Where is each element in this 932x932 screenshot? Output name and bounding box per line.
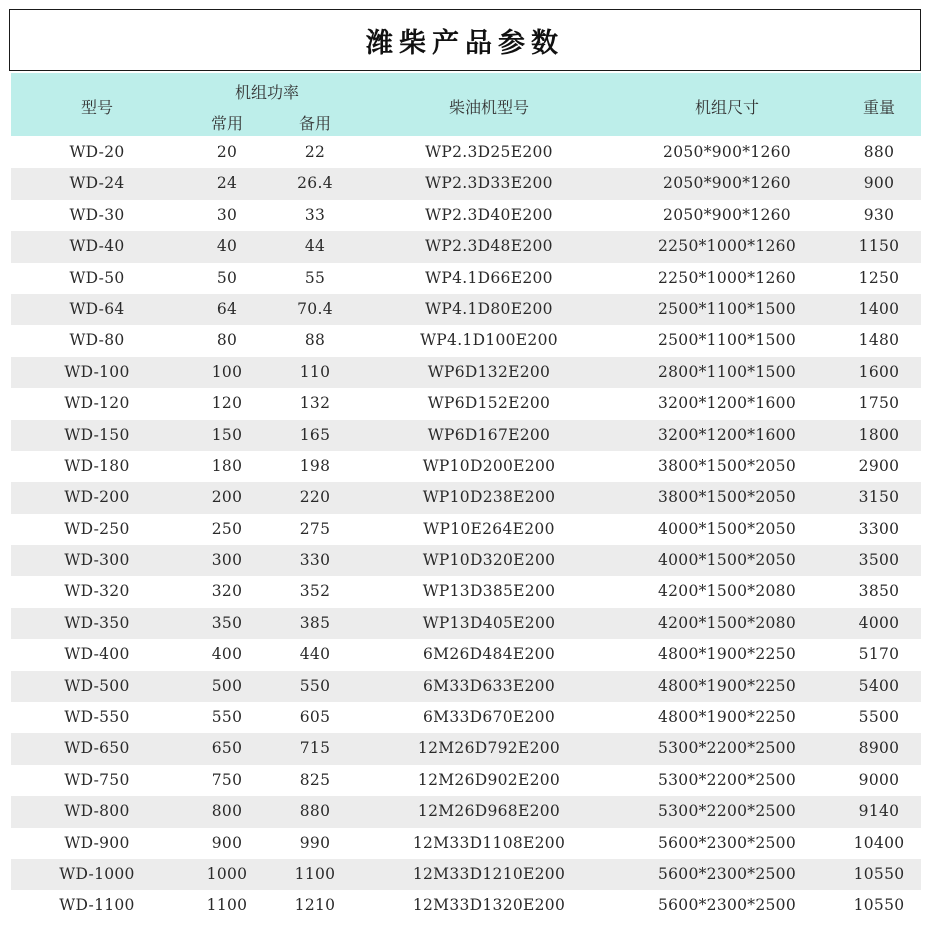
cell-model: WD-900: [64, 833, 130, 852]
cell-model: WD-500: [64, 676, 130, 695]
table-row: [11, 890, 921, 921]
cell-size: 5300*2200*2500: [657, 739, 797, 758]
cell-weight: 10550: [853, 864, 905, 883]
cell-normal-power: 400: [211, 645, 243, 664]
cell-weight: 1750: [858, 394, 900, 413]
table-body: [11, 137, 921, 922]
cell-normal-power: 100: [211, 362, 243, 381]
cell-model: WD-50: [69, 268, 125, 287]
table-row: [11, 608, 921, 639]
cell-weight: 8900: [858, 739, 900, 758]
cell-backup-power: 1210: [294, 896, 336, 915]
cell-weight: 5400: [858, 676, 900, 695]
cell-model: WD-30: [69, 205, 125, 224]
cell-model: WD-400: [64, 645, 130, 664]
cell-size: 2250*1000*1260: [657, 268, 797, 287]
table-row: [11, 294, 921, 325]
header-model: 型号: [80, 98, 113, 117]
cell-weight: 1800: [858, 425, 900, 444]
cell-model: WD-180: [64, 456, 130, 475]
table-row: [11, 482, 921, 513]
cell-size: 2500*1100*1500: [657, 331, 797, 350]
cell-model: WD-650: [64, 739, 130, 758]
table-row: [11, 137, 921, 168]
cell-engine: WP10D200E200: [422, 456, 556, 475]
cell-normal-power: 200: [211, 488, 243, 507]
cell-engine: WP2.3D40E200: [425, 205, 553, 224]
table-row: [11, 796, 921, 827]
table-row: [11, 576, 921, 607]
cell-engine: 12M26D792E200: [417, 739, 561, 758]
cell-normal-power: 1100: [206, 896, 248, 915]
header-engine: 柴油机型号: [448, 98, 529, 117]
header-weight: 重量: [862, 98, 895, 117]
cell-backup-power: 990: [299, 833, 331, 852]
cell-model: WD-64: [69, 299, 125, 318]
cell-weight: 10400: [853, 833, 905, 852]
cell-size: 5600*2300*2500: [657, 896, 797, 915]
table-row: [11, 514, 921, 545]
cell-size: 4000*1500*2050: [657, 519, 797, 538]
cell-normal-power: 150: [211, 425, 243, 444]
table-row: [11, 451, 921, 482]
cell-weight: 3150: [858, 488, 900, 507]
cell-engine: 6M26D484E200: [423, 645, 555, 664]
cell-model: WD-750: [64, 770, 130, 789]
table-header: [11, 73, 921, 136]
cell-size: 5600*2300*2500: [657, 864, 797, 883]
cell-size: 4200*1500*2080: [657, 613, 797, 632]
cell-normal-power: 180: [211, 456, 243, 475]
cell-model: WD-1000: [59, 864, 135, 883]
cell-engine: WP4.1D100E200: [420, 331, 558, 350]
cell-engine: WP2.3D25E200: [425, 143, 553, 161]
cell-backup-power: 715: [299, 739, 331, 758]
cell-weight: 1400: [858, 299, 900, 318]
cell-weight: 1150: [858, 237, 900, 256]
cell-backup-power: 55: [304, 268, 326, 287]
cell-model: WD-250: [64, 519, 130, 538]
table-row: [11, 231, 921, 262]
cell-weight: 4000: [858, 613, 900, 632]
cell-weight: 880: [863, 143, 895, 161]
cell-backup-power: 275: [299, 519, 331, 538]
cell-model: WD-320: [64, 582, 130, 601]
cell-normal-power: 750: [211, 770, 243, 789]
cell-normal-power: 30: [216, 205, 238, 224]
cell-backup-power: 550: [299, 676, 331, 695]
cell-engine: 12M33D1320E200: [412, 896, 566, 915]
title-banner: [9, 9, 921, 71]
cell-weight: 9140: [858, 802, 900, 821]
cell-weight: 930: [863, 205, 895, 224]
cell-engine: WP6D167E200: [427, 425, 551, 444]
cell-normal-power: 300: [211, 551, 243, 570]
table-row: [11, 859, 921, 890]
cell-backup-power: 198: [299, 456, 331, 475]
cell-size: 5300*2200*2500: [657, 770, 797, 789]
table-row: [11, 200, 921, 231]
cell-engine: WP2.3D48E200: [425, 237, 553, 256]
cell-size: 2250*1000*1260: [657, 237, 797, 256]
cell-weight: 5500: [858, 708, 900, 727]
table-row: [11, 388, 921, 419]
cell-model: WD-1100: [59, 896, 135, 915]
cell-normal-power: 64: [216, 299, 238, 318]
cell-size: 3800*1500*2050: [657, 488, 797, 507]
cell-normal-power: 24: [216, 174, 238, 193]
cell-backup-power: 385: [299, 613, 331, 632]
cell-weight: 3850: [858, 582, 900, 601]
cell-backup-power: 70.4: [297, 299, 333, 318]
cell-normal-power: 500: [211, 676, 243, 695]
cell-engine: WP6D132E200: [427, 362, 551, 381]
cell-normal-power: 50: [216, 268, 238, 287]
cell-normal-power: 900: [211, 833, 243, 852]
page-title: 潍柴产品参数: [366, 27, 564, 59]
cell-size: 4800*1900*2250: [657, 676, 797, 695]
cell-size: 2050*900*1260: [663, 205, 791, 224]
table-row: [11, 702, 921, 733]
cell-model: WD-350: [64, 613, 130, 632]
table-row: [11, 325, 921, 356]
cell-size: 4800*1900*2250: [657, 708, 797, 727]
header-power: 机组功率: [234, 83, 299, 102]
cell-backup-power: 33: [304, 205, 326, 224]
cell-model: WD-20: [69, 143, 125, 161]
cell-normal-power: 1000: [206, 864, 248, 883]
cell-engine: WP4.1D80E200: [425, 299, 553, 318]
cell-normal-power: 320: [211, 582, 243, 601]
cell-engine: 12M26D968E200: [417, 802, 561, 821]
cell-backup-power: 220: [299, 488, 331, 507]
table-row: [11, 263, 921, 294]
cell-weight: 900: [863, 174, 895, 193]
cell-weight: 1480: [858, 331, 900, 350]
header-backup: 备用: [298, 114, 331, 133]
cell-backup-power: 825: [299, 770, 331, 789]
cell-normal-power: 350: [211, 613, 243, 632]
cell-engine: WP13D385E200: [422, 582, 556, 601]
cell-engine: WP2.3D33E200: [425, 174, 553, 193]
cell-model: WD-80: [69, 331, 125, 350]
cell-engine: WP10D238E200: [422, 488, 556, 507]
table-row: [11, 765, 921, 796]
cell-model: WD-40: [69, 237, 125, 256]
table-row: [11, 168, 921, 199]
cell-weight: 2900: [858, 456, 900, 475]
cell-backup-power: 1100: [294, 864, 336, 883]
cell-engine: WP6D152E200: [427, 394, 551, 413]
cell-backup-power: 26.4: [297, 174, 333, 193]
cell-model: WD-24: [69, 174, 125, 193]
cell-weight: 10550: [853, 896, 905, 915]
cell-backup-power: 132: [299, 394, 331, 413]
cell-engine: WP10D320E200: [422, 551, 556, 570]
cell-size: 2050*900*1260: [663, 174, 791, 193]
cell-model: WD-300: [64, 551, 130, 570]
cell-size: 3800*1500*2050: [657, 456, 797, 475]
cell-weight: 1250: [858, 268, 900, 287]
cell-engine: WP13D405E200: [422, 613, 556, 632]
cell-weight: 3500: [858, 551, 900, 570]
cell-normal-power: 40: [216, 237, 238, 256]
table-row: [11, 420, 921, 451]
cell-backup-power: 88: [304, 331, 326, 350]
cell-backup-power: 22: [304, 143, 326, 161]
cell-model: WD-550: [64, 708, 130, 727]
cell-size: 2800*1100*1500: [657, 362, 797, 381]
cell-size: 2050*900*1260: [663, 143, 791, 161]
cell-size: 3200*1200*1600: [657, 425, 797, 444]
table-row: [11, 671, 921, 702]
cell-engine: 12M26D902E200: [417, 770, 561, 789]
cell-normal-power: 650: [211, 739, 243, 758]
cell-weight: 9000: [858, 770, 900, 789]
cell-model: WD-200: [64, 488, 130, 507]
cell-backup-power: 440: [299, 645, 331, 664]
table-row: [11, 733, 921, 764]
cell-size: 5300*2200*2500: [657, 802, 797, 821]
header-normal: 常用: [210, 114, 243, 133]
cell-backup-power: 165: [299, 425, 331, 444]
cell-model: WD-100: [64, 362, 130, 381]
cell-normal-power: 250: [211, 519, 243, 538]
cell-size: 5600*2300*2500: [657, 833, 797, 852]
cell-normal-power: 80: [216, 331, 238, 350]
cell-model: WD-800: [64, 802, 130, 821]
cell-normal-power: 20: [216, 143, 238, 161]
cell-normal-power: 550: [211, 708, 243, 727]
cell-backup-power: 330: [299, 551, 331, 570]
cell-backup-power: 352: [299, 582, 331, 601]
cell-size: 3200*1200*1600: [657, 394, 797, 413]
cell-normal-power: 800: [211, 802, 243, 821]
cell-backup-power: 605: [299, 708, 331, 727]
table-row: [11, 639, 921, 670]
cell-normal-power: 120: [211, 394, 243, 413]
table-row: [11, 545, 921, 576]
cell-size: 4200*1500*2080: [657, 582, 797, 601]
cell-engine: 6M33D670E200: [423, 708, 555, 727]
cell-engine: WP10E264E200: [423, 519, 555, 538]
header-size: 机组尺寸: [694, 98, 759, 117]
cell-weight: 3300: [858, 519, 900, 538]
cell-engine: 6M33D633E200: [423, 676, 555, 695]
cell-model: WD-120: [64, 394, 130, 413]
cell-weight: 1600: [858, 362, 900, 381]
cell-engine: WP4.1D66E200: [425, 268, 553, 287]
table-row: [11, 357, 921, 388]
cell-model: WD-150: [64, 425, 130, 444]
cell-backup-power: 880: [299, 802, 331, 821]
cell-size: 4000*1500*2050: [657, 551, 797, 570]
table-row: [11, 828, 921, 859]
cell-engine: 12M33D1210E200: [412, 864, 566, 883]
cell-weight: 5170: [858, 645, 900, 664]
cell-backup-power: 110: [299, 362, 331, 381]
cell-size: 2500*1100*1500: [657, 299, 797, 318]
cell-size: 4800*1900*2250: [657, 645, 797, 664]
cell-backup-power: 44: [304, 237, 326, 256]
cell-engine: 12M33D1108E200: [412, 833, 566, 852]
